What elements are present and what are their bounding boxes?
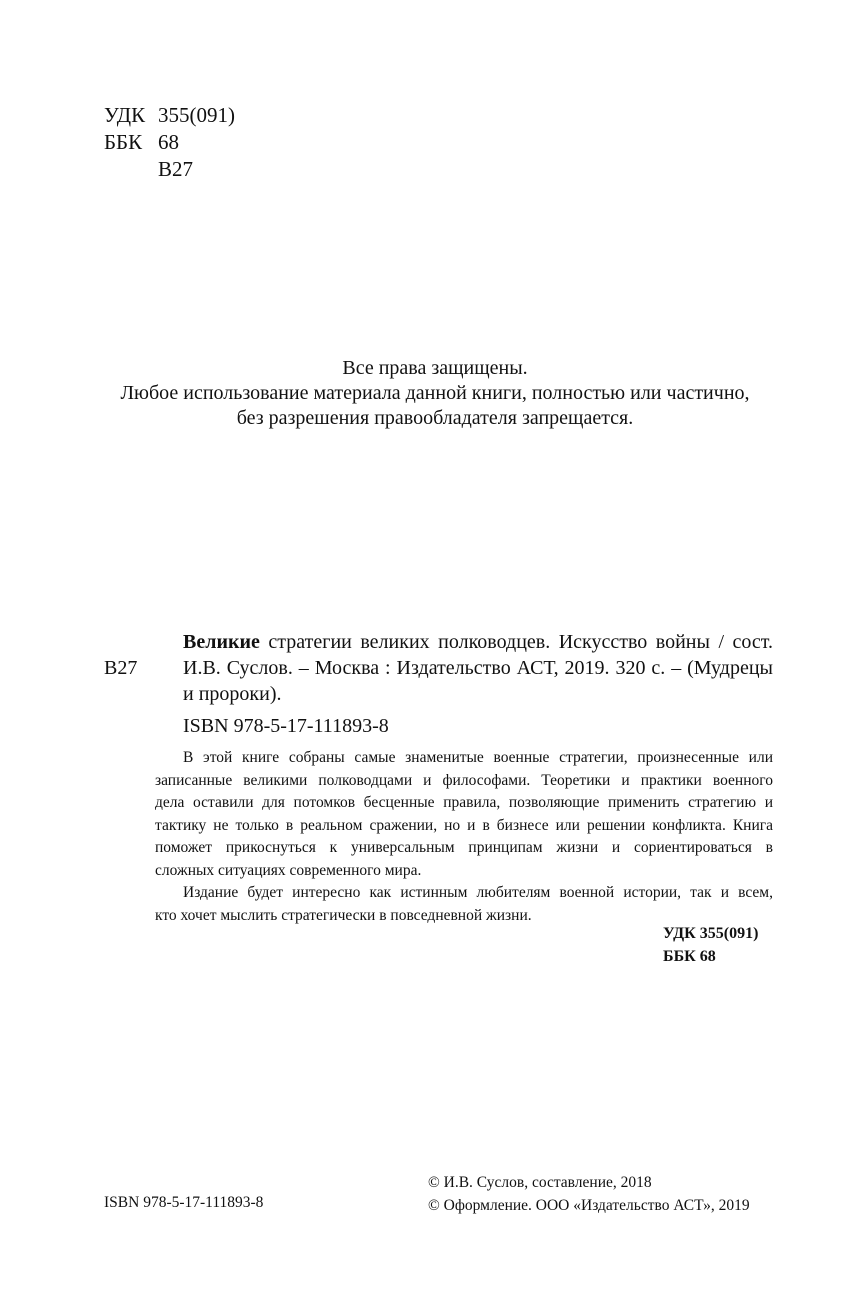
annotation-line: дела оставили для потомков бесценные правила, позволяющие применить стратегию и: [155, 794, 773, 811]
rights-notice: [90, 356, 780, 431]
udk-row: [104, 102, 304, 129]
book-title-lead: Великие: [183, 631, 260, 653]
author-mark-top: В27: [158, 157, 194, 181]
author-mark-bib: В27: [104, 657, 138, 679]
bbk-label: ББК: [104, 130, 143, 154]
annotation-line: тактику не только в реальном сражении, но и в бизнесе или решении конфликта. Книга: [155, 816, 773, 834]
rights-line-2: Любое использование материала данной книги, полностью или частично,: [120, 382, 750, 404]
bbk-row: [104, 129, 304, 156]
annotation-line: кто хочет мыслить стратегически в повседневной жизни.: [155, 906, 532, 924]
rights-line-1: Все права защищены.: [342, 357, 528, 379]
classification-bottom: [663, 922, 758, 968]
bib-line-1-rest: стратегии великих полководцев. Искусство войны / сост.: [259, 631, 773, 653]
annotation-line: Издание будет интересно как истинным любителям военной истории, так и всем,: [183, 884, 773, 901]
udk-label: УДК: [104, 103, 146, 127]
annotation-line: сложных ситуациях современного мира.: [155, 861, 422, 879]
isbn-main: ISBN 978-5-17-111893-8: [183, 715, 389, 737]
annotation-line: записанные великими полководцами и философами. Теоретики и практики военного: [155, 771, 773, 789]
udk-bottom: УДК 355(091): [663, 925, 759, 942]
annotation-line: В этой книге собраны самые знаменитые военные стратегии, произнесенные или: [183, 749, 773, 766]
bib-line-2: И.В. Суслов. – Москва : Издательство АСТ, 2019. 320 с. – (Мудрецы: [183, 657, 773, 679]
udk-value: 355(091): [158, 103, 235, 127]
rights-line-3: без разрешения правообладателя запрещается.: [236, 407, 634, 429]
bbk-bottom: ББК 68: [663, 948, 716, 965]
bib-line-1: [183, 629, 773, 655]
bbk-value: 68: [158, 130, 179, 154]
bib-line-3: и пророки).: [183, 683, 282, 705]
copyright-block: [428, 1171, 750, 1217]
bibliographic-record: [183, 629, 773, 707]
annotation-line: поможет прикоснуться к универсальным принципам жизни и сориентироваться в: [155, 839, 773, 856]
annotation: [155, 747, 773, 927]
copyright-design: © Оформление. ООО «Издательство АСТ», 2019: [428, 1197, 750, 1214]
isbn-footer: ISBN 978-5-17-111893-8: [104, 1194, 264, 1211]
copyright-compiler: © И.В. Суслов, составление, 2018: [428, 1174, 652, 1191]
